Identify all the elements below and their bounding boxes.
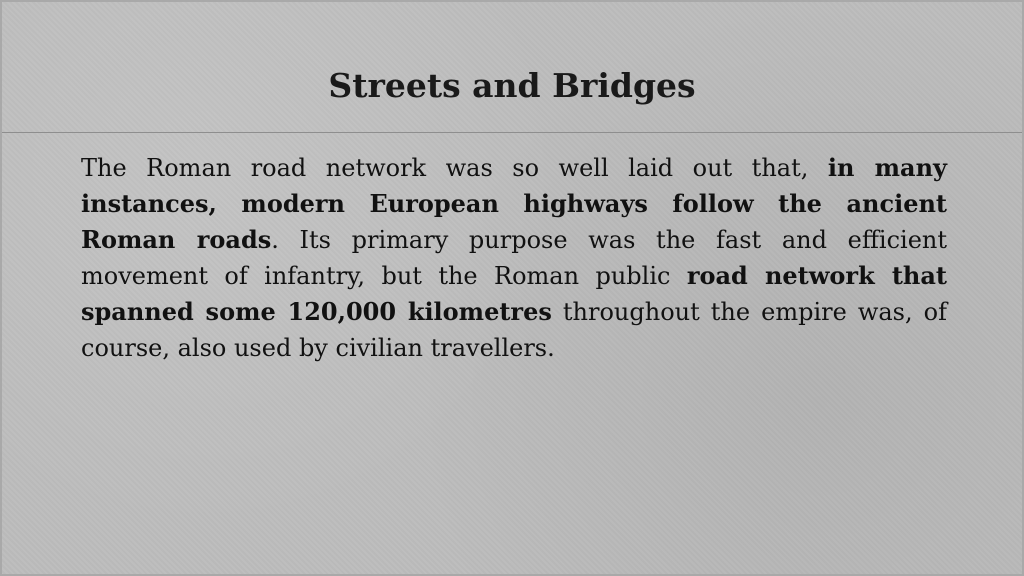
slide-title: Streets and Bridges: [328, 66, 696, 105]
paragraph-text-segment-3: throughout the empire was, of course, also used by civilian travellers.: [81, 298, 947, 362]
paragraph-bold-segment-1: in many instances, modern European highways follow the ancient Roman roads: [81, 153, 948, 254]
body-paragraph: [81, 150, 947, 366]
paragraph-text-segment-1: The Roman road network was so well laid out that,: [81, 154, 828, 182]
paragraph-bold-segment-2: road network that spanned some 120,000 kilometres: [81, 261, 947, 326]
paragraph-text-segment-2: . Its primary purpose was the fast and efficient movement of infantry, but the Roman public: [81, 226, 947, 290]
title-band: [2, 2, 1022, 133]
